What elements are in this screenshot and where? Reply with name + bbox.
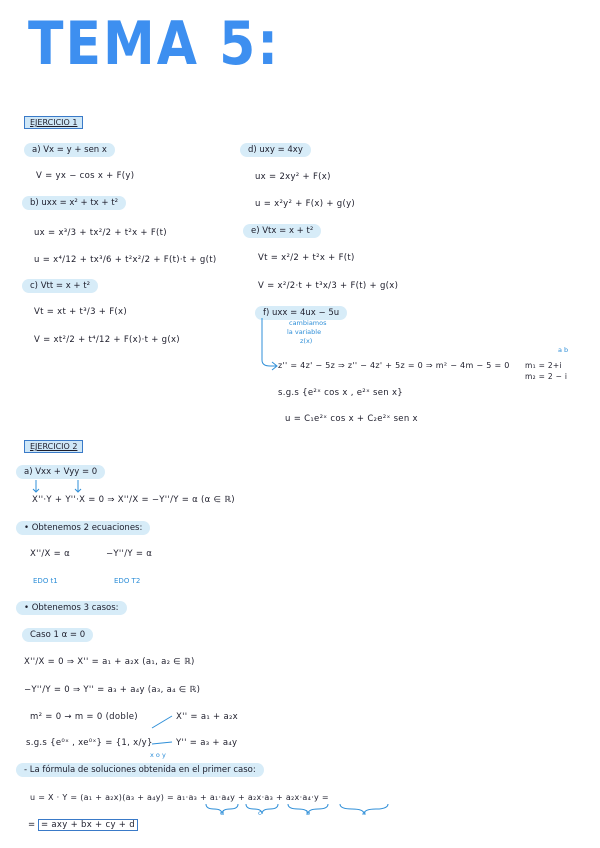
ej1-f-solution: u = C₁e²ˣ cos x + C₂e²ˣ sen x bbox=[285, 414, 418, 424]
ej2-three-cases: • Obtenemos 3 casos: bbox=[16, 601, 127, 615]
ej1-f-note-3: z(x) bbox=[300, 337, 313, 345]
ej1-f-root-1: m₁ = 2+i bbox=[525, 361, 562, 370]
ej2-final-answer: = axy + bx + cy + d bbox=[38, 819, 138, 831]
case1-arrow-y-icon bbox=[152, 742, 172, 744]
ej2-separation: X''·Y + Y''·X = 0 ⇒ X''/X = −Y''/Y = α (α ∈ ℝ) bbox=[32, 495, 235, 505]
ej1-d-ux: ux = 2xy² + F(x) bbox=[255, 172, 331, 182]
ej1-f-root-2: m₂ = 2 − i bbox=[525, 372, 568, 381]
ej2-brace-label-a: a bbox=[362, 809, 366, 817]
ej2-eq-2: −Y''/Y = α bbox=[106, 549, 153, 559]
ej1-b-u: u = x⁴/12 + tx³/6 + t²x²/2 + F(t)·t + g(t) bbox=[34, 255, 217, 265]
ej2-brace-label-d: d bbox=[220, 809, 225, 817]
ej2-case1-sgs: s.g.s {e⁰ˣ , xe⁰ˣ} = {1, x/y} bbox=[26, 738, 153, 748]
ej2-case1-line-2: −Y''/Y = 0 ⇒ Y'' = a₃ + a₄y (a₃, a₄ ∈ ℝ) bbox=[24, 685, 201, 695]
x-arrow-icon bbox=[33, 480, 39, 492]
ej2-u-expansion: u = X · Y = (a₁ + a₂x)(a₃ + a₄y) = a₁·a₃ + a₁·a₄y + a₂x·a₃ + a₂x·a₄·y = bbox=[30, 793, 329, 802]
brace-a-icon bbox=[340, 804, 388, 814]
ej2-eq-1: X''/X = α bbox=[30, 549, 71, 559]
ej1-b-ux: ux = x³/3 + tx²/2 + t²x + F(t) bbox=[34, 228, 167, 238]
ej1-e-vt: Vt = x²/2 + t²x + F(t) bbox=[258, 253, 355, 263]
page-title: TEMA 5: bbox=[28, 10, 281, 79]
ej1-e-v: V = x²/2·t + t³x/3 + F(t) + g(x) bbox=[258, 281, 399, 291]
ej2-case1-line-3: m² = 0 → m = 0 (doble) bbox=[30, 712, 138, 722]
ej2-case1-x: X'' = a₁ + a₂x bbox=[176, 712, 239, 722]
ej1-b-statement: b) uxx = x² + tx + t² bbox=[22, 196, 126, 210]
ej1-f-ab-note: a b bbox=[558, 346, 569, 354]
ej1-f-note-2: la variable bbox=[287, 328, 322, 336]
ej1-f-sgs: s.g.s {e²ˣ cos x , e²ˣ sen x} bbox=[278, 388, 404, 398]
case1-arrow-x-icon bbox=[152, 716, 172, 728]
ej1-e-statement: e) Vtx = x + t² bbox=[243, 224, 321, 238]
ej2-case-1: Caso 1 α = 0 bbox=[22, 628, 93, 642]
ej2-formula-heading: - La fórmula de soluciones obtenida en el primer caso: bbox=[16, 763, 264, 777]
f-arrow-icon bbox=[262, 318, 276, 366]
ej1-f-statement: f) uxx = 4ux − 5u bbox=[255, 306, 347, 320]
ej2-case1-y: Y'' = a₃ + a₄y bbox=[176, 738, 238, 748]
ej2-edo-2: EDO T2 bbox=[114, 577, 141, 585]
ej1-c-v: V = xt²/2 + t⁴/12 + F(x)·t + g(x) bbox=[34, 335, 180, 345]
ej2-two-equations: • Obtenemos 2 ecuaciones: bbox=[16, 521, 150, 535]
ej2-case1-xoy: x o y bbox=[150, 751, 166, 759]
ej2-brace-label-b: b bbox=[306, 809, 311, 817]
ej1-d-u: u = x²y² + F(x) + g(y) bbox=[255, 199, 356, 209]
ej2-edo-1: EDO t1 bbox=[33, 577, 58, 585]
exercise-2-label: EJERCICIO 2 bbox=[24, 440, 83, 453]
brace-d-icon bbox=[206, 804, 238, 814]
ej1-c-vt: Vt = xt + t³/3 + F(x) bbox=[34, 307, 127, 317]
ej2-a-statement: a) Vxx + Vyy = 0 bbox=[16, 465, 105, 479]
ej1-f-characteristic: z'' = 4z' − 5z ⇒ z'' − 4z' + 5z = 0 ⇒ m² − 4m − 5 = 0 bbox=[278, 361, 510, 370]
brace-c-icon bbox=[246, 804, 278, 814]
ej1-c-statement: c) Vtt = x + t² bbox=[22, 279, 98, 293]
ej2-case1-line-1: X''/X = 0 ⇒ X'' = a₁ + a₂x (a₁, a₂ ∈ ℝ) bbox=[24, 657, 195, 667]
exercise-1-label: EJERCICIO 1 bbox=[24, 116, 83, 129]
ej1-a-statement: a) Vx = y + sen x bbox=[24, 143, 115, 157]
ej1-d-statement: d) uxy = 4xy bbox=[240, 143, 311, 157]
ej1-a-solution: V = yx − cos x + F(y) bbox=[36, 171, 135, 181]
ej1-f-note-1: cambiamos bbox=[289, 319, 327, 327]
y-arrow-icon bbox=[75, 480, 81, 492]
brace-b-icon bbox=[288, 804, 328, 814]
ej2-brace-label-c: c bbox=[258, 809, 262, 817]
ej2-final-prefix: = bbox=[28, 820, 36, 830]
